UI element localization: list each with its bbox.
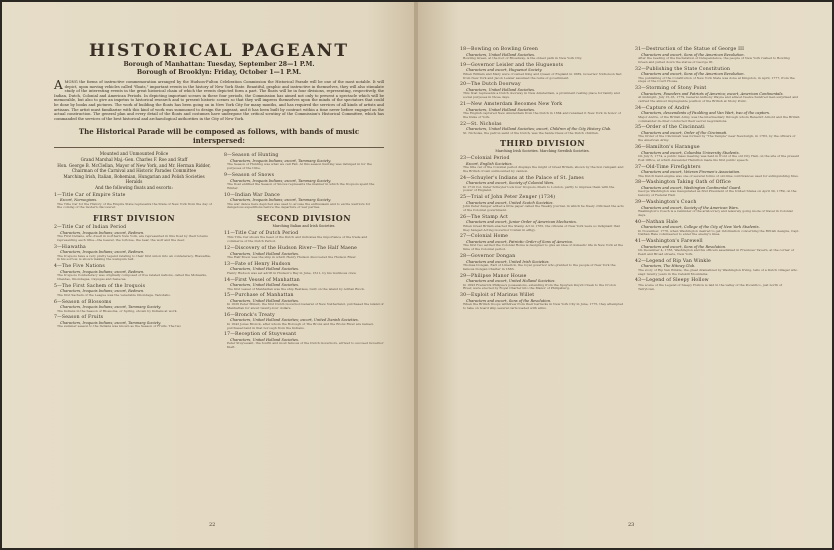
float-characters: Characters and escort, Society of Colonial Wars. [466,181,555,186]
float-title: 17—Reception of Stuyvesant [224,332,297,338]
float-description: In November, 1776, when Washington desired to get information concerning the British designs, Capt. Nathan Hale volunteered to enter the enemy's lines. [638,228,800,237]
division-heading: FIRST DIVISION [92,213,175,224]
float-characters: Characters, United Holland Societies; escort, Children of the City History Club. [466,127,612,132]
float-entry [460,122,625,136]
float-description: On July 6, 1774, a public mass meeting was held in front of the old City Hall, on the site of the present Post Office, at which Alexander Hamilton made his first public speech. [638,153,800,162]
right-page [418,2,832,548]
float-title: 31—Destruction of the Statue of George III [635,47,745,52]
float-title: 30—Exploit of Marinus Willet [460,293,535,299]
float-title: 20—The Dutch Doorway [460,82,521,88]
float-entry [635,125,800,143]
float-characters: Characters and escort, Veteran Firemen's Association. [641,170,741,175]
float-entry [635,239,800,257]
float-title: 16—Bronck's Treaty [224,312,275,318]
float-title: 12—Discovery of the Hudson River—The Half Maene [224,245,358,251]
float-characters: Characters, Iroquois Indians; escort, Tammany Society. [60,305,161,310]
left-page [2,2,416,548]
float-characters: Characters and escort, Huguenot Society. [466,68,543,73]
float-entry [460,102,625,120]
float-description: The Iroquois Confederacy was originally composed of five related nations, called the Mohawks, Oneidas, Onondagas, Cayugas and Senecas. [57,273,207,282]
float-entry [460,47,625,61]
float-characters: Characters and escort, Columbia University Students. [641,150,740,155]
parade-order-line: Grand Marshal Maj.-Gen. Charles F. Roe and Staff [80,156,188,162]
float-description: The title car of the Colonial period displays the might of Great Britain, shown by the lion rampant and the British crown surmounted by cannon. [463,164,624,173]
float-title: 42—Legend of Rip Van Winkle [635,258,711,264]
page-number-right: 23 [628,522,635,528]
float-description: The float entitled the Season of Snows represents the manner in which the Iroquois spent the Winter. [227,181,375,190]
float-entry [635,145,800,163]
float-characters: Characters and escort, Patriotic Order of Sons of America. [466,239,573,244]
float-description: Thomas Dongan, Earl of Limerick, the royal governor who granted to the people of New York the famous Dongan Charter in 1683. [463,262,616,271]
float-entry [460,234,625,252]
division-escort: Marching Irish Societies. Marching Swedish Societies. [495,149,590,154]
float-title: 29—Philipse Manor House [460,273,527,279]
float-title: 9—Season of Snows [224,172,275,178]
float-description: The war dance here depicted was used to arouse the enthusiasm and to excite warriors for dangerous expeditions before the departure of war parties. [227,201,371,210]
float-characters: Characters, Iroquois Indians; escort, Tammany Society. [230,158,331,163]
parade-order-line: Hon. George B. McClellan, Mayor of New York, and Mr. Herman Ridder, Chairman of the Carnival and Historic Parades Committee [57,162,211,174]
float-title: 13—Fate of Henry Hudson [224,261,291,267]
float-description: George Washington was inaugurated as first President of the United States on April 30, 1789, on the balcony of Federal Hall. [638,189,797,198]
float-title: 15—Purchase of Manhattan [224,293,294,299]
left-column-1 [54,151,214,350]
float-characters: Characters and escort, Sons of the Revolution. [466,298,552,303]
float-description: The Season of Hunting was what we call Fall. At this season hunting was indulged in for the purposes of the tribe. [227,162,372,171]
float-description: On December 4, 1783, Washington and his officers assembled in Fraunces' Tavern, at the corner of Pearl and Broad streets, New York. [638,248,794,256]
page-title: HISTORICAL PAGEANT [88,41,349,61]
float-description: At midnight, July 15-16, 1779, General Anthony Wayne and almost twelve hundred men surprised and carried the almost impregnable position of the British at Stony Point. [638,95,799,103]
float-characters: Characters and escort, College of the City of New York Students. [641,225,760,230]
float-description: Washington's Coach is a reminder of the aristocracy and leisurely going mode of travel in Colonial days. [638,208,793,217]
float-title: 1—Title Car of Empire State [54,192,126,198]
left-columns [54,151,384,350]
float-entry [224,278,384,292]
float-title: 5—The First Sachem of the Iroquois [54,283,146,289]
division-heading: THIRD DIVISION [499,138,586,149]
float-characters: Characters, Iroquois Indians; escort, Redmen. [60,269,145,274]
float-characters: Characters, United Holland Societies. [230,298,300,303]
float-description: The Dutch hand-engine was one of several forms of old-time contrivances used for extinguishing fires. [638,173,799,178]
float-title: 14—First Vessel of Manhattan [224,277,300,283]
float-entry [54,264,214,282]
float-description: The first Sachem of the League was the venerable Onondaga, Tadodaho. [57,292,171,297]
float-description: Henry Hudson was set adrift in Hudson's Bay in June, 1611, by his mutinous crew. [227,270,357,275]
float-entry [460,274,625,292]
float-entry [460,195,625,213]
float-title: 28—Governor Dongan [460,253,516,259]
float-description: The story of Rip Van Winkle, the great dramatized by Washington Irving, tells of a Dutch villager who slept twenty years in the Catskill Mountains. [638,267,798,276]
left-page-content [54,42,384,350]
float-description: In 1710 Col. Peter Schuyler took four Iroquois chiefs to London, partly to impress them with the power of England. [463,184,615,193]
float-entry [635,180,800,198]
float-description: Peter Stuyvesant, the fourth and most famous of the Dutch Governors, arrived to succeed Governor Kieft. [227,341,384,350]
float-description: In 1626 Peter Minuit, the first Dutch Governor-General of New Netherland, purchased the island of Manhattan for about twenty-four dollars. [227,302,384,311]
float-description: The scene of the Legend of Sleepy Hollow is laid in the valley of the Pocantico, just north of Tarrytown. [638,282,783,291]
float-title: 27—Colonial Home [460,234,509,240]
float-title: 2—Title Car of Indian Period [54,225,127,231]
parade-order-line: And the following floats and escorts: [95,184,173,190]
float-characters: Characters, United Holland Societies. [230,338,300,343]
division-escort: Marching Italian and Irish Societies. [272,224,336,229]
float-entry [635,259,800,277]
parade-order-line: Marching Irish, Italian, Bohemian, Hungarian and Polish Societies [63,173,205,179]
float-entry [54,300,214,314]
float-entry [54,225,214,243]
float-entry [224,246,384,260]
left-column-2 [224,151,384,350]
float-title: 43—Legend of Sleepy Hollow [635,278,709,284]
float-entry [635,200,800,218]
right-column-1 [460,45,625,311]
float-characters: Characters, United Holland Societies. [466,52,536,57]
float-characters: Characters and escort, Sons of the Revolution. [641,244,727,249]
float-description: The first two settled the Colonial Home is designed to give an idea of domestic life in New York at the time of the Colonial period. [463,243,623,252]
float-description: In 1642 Jonas Bronck, after whom the Borough of The Bronx and the Bronx River are named, purchased land in that borough from the Indians. [227,321,374,330]
float-characters: Characters, United Holland Societies. [230,251,300,256]
float-characters: Characters and escort, Sons of the American Revolution. [641,72,745,77]
float-entry [460,215,625,233]
float-title: 10—Indian War Dance [224,192,280,198]
subtitle-brooklyn: Borough of Brooklyn: Friday, October 1—1 P.M. [136,69,302,76]
float-description: The Indians in the Season of Blossoms, or Spring, shown by Indians at work. [57,308,178,313]
float-title: 34—Capture of André [635,105,690,111]
float-entry [54,245,214,263]
float-entry [54,315,214,329]
float-entry [224,332,384,350]
float-title: 24—Schuyler's Indians at the Palace of St. James [460,175,584,181]
float-title: 23—Colonial Period [460,155,510,161]
float-entry [460,156,625,174]
float-characters: Characters, United Holland Societies. [230,267,300,272]
float-title: 32—Publishing the State Constitution [635,66,731,72]
float-entry [460,82,625,100]
float-characters: Characters and escort, Washington Continental Guard. [641,185,742,190]
float-entry [224,173,384,191]
parade-order-line: Heralds [125,179,143,185]
intro-paragraph [54,80,384,121]
float-entry [635,165,800,179]
float-title: 4—The Five Nations [54,264,105,270]
float-characters: Characters, United Holland Societies; escort, United Danish Societies. [230,318,359,323]
float-description: The publishing of the Constitution of New York State was done at Kingston, in April, 1777, from the steps of the Court House. [638,75,795,84]
float-description: When William and Mary were crowned King and Queen of England in 1689, Governor Nicholson fled from New York and Jacob Leisler assumed the reins of government. [463,71,622,80]
float-title: 7—Season of Fruits [54,315,104,321]
float-entry [54,284,214,298]
subtitle-manhattan: Borough of Manhattan: Tuesday, September 28—1 P.M. [123,61,315,68]
float-title: 38—Washington Taking Oath of Office [635,180,731,186]
parade-order-line: Mounted and Unmounted Police [99,151,169,157]
float-characters: Characters, Founders and Patriots of America; escort, American Continentals. [641,91,784,96]
float-title: 6—Season of Blossoms [54,299,112,305]
float-title: 26—The Stamp Act [460,214,509,220]
float-description: This float represents a Dutch doorway in New Amsterdam, a prominent resting place for family and social purposes in those days. [463,91,620,100]
book-spread [2,2,832,548]
division-heading: SECOND DIVISION [256,213,352,224]
float-description: In 1693 Frederick Philipse's possessions, extending from the Spuyten Duyvil Creek to the Croton River, were erected by Royal Charter into the Manor of Philipsburg. [463,282,616,291]
float-entry [635,67,800,85]
float-description: The First Indians, who dwelt in northern New York, are represented in this float by their totems representing each tribe—the beaver, the tortoise, the bear, the wolf and the deer. [57,234,208,242]
float-description: St. Nicholas, the patron saint of the Dutch, was the Santa Claus of the Dutch children. [463,130,599,135]
float-characters: Characters, United Holland Societies. [230,283,300,288]
float-characters: Escort, Norwegians. [60,198,98,203]
page-number-left: 22 [209,522,216,528]
float-description: This Title Car shows the head of the Dutch and indicates the importance of the trade and commerce of the Dutch Period. [227,235,368,244]
float-description: The English captured New Amsterdam from the Dutch in 1664 and renamed it New York in honor of the Duke of York. [463,110,621,119]
float-description: The Half Moon was the ship in which Henry Hudson discovered the Hudson River. [227,254,357,259]
float-entry [460,293,625,311]
float-characters: Characters, Iroquois Indians; escort, Redmen. [60,289,145,294]
float-characters: Characters, United Holland Societies. [466,87,536,92]
float-entry [224,153,384,171]
float-title: 22—St. Nicholas [460,121,502,127]
float-description: The first vessel of Manhattan was the ship Restless, built on the island by Adrian Block. [227,286,365,291]
parade-heading: The Historical Parade will be composed as follows, with bands of music interspersed: [78,127,360,146]
float-description: The Iroquois have a very pretty legend relating to their first union into an confederacy. Hiawatha, in his sorrow, is shown making the wampum belt. [57,253,211,262]
float-title: 11—Title Car of Dutch Period [224,230,299,236]
float-entry [635,220,800,238]
float-characters: Characters, Iroquois Indians; escort, Redmen. [60,230,145,235]
float-title: 40—Nathan Hale [635,219,678,225]
float-description: After the reading of the Declaration of Independence, the people of New York rushed to Bowling Green and pulled down the statue of George III. [638,56,790,64]
float-title: 21—New Amsterdam Becomes New York [460,101,563,107]
float-entry [460,176,625,194]
float-characters: Characters and escort, United Scotch Societies. [466,200,554,205]
float-characters: Escort, English Societies. [466,161,513,166]
float-title: 19—Governor Leisler and the Huguenots [460,62,564,68]
right-page-content [460,42,800,311]
float-characters: Characters, descendants of Paulding and Van Wart, two of the captors. [641,111,771,116]
float-characters: Characters, Iroquois Indians; escort, Redmen. [60,250,145,255]
float-entry [460,254,625,272]
float-characters: Characters and escort, United Irish Societies. [466,259,550,264]
float-characters: Characters, United Holland Societies. [466,107,536,112]
float-title: 18—Bowling on Bowling Green [460,47,539,52]
float-characters: Characters, The Hitowy Club. [641,264,696,269]
float-entry [635,106,800,124]
float-title: 36—Hamilton's Harangue [635,144,700,150]
float-characters: Characters, Iroquois Indians; escort, Tammany Society. [230,198,331,203]
float-entry [224,231,384,244]
float-entry [635,86,800,104]
right-column-2 [635,45,800,311]
float-title: 25—Trial of John Peter Zenger (1734) [460,195,556,201]
float-description: The Title Car for the History of the Empire State represents the State of New York from the day of the coming of the modern discoverer. [57,201,212,210]
right-columns [460,45,800,311]
float-title: 41—Washington's Farewell [635,239,703,245]
float-characters: Characters, Iroquois Indians; escort, Tammany Society. [60,321,161,326]
float-description: John Peter Zenger edited a little paper called the Weekly Journal, in which he freely criticised the acts of the Colonial government. [463,204,624,212]
float-description: The summer season to the Indians was known as the Season of Fruits. The two [57,324,182,329]
float-title: 37—Old-Time Firefighters [635,164,701,170]
float-characters: Characters and escort, Order of the Cincinnati. [641,130,728,135]
float-title: 35—Order of the Cincinnati [635,125,705,131]
drop-cap: A [54,78,63,92]
float-description: Major André, of the British Army, was the intermediary through whom Benedict Arnold and the British commander-in-chief conducted their secret negotiations. [638,114,800,123]
float-entry [460,63,625,81]
float-description: When Great Britain enacted the Stamp Act in 1765, the citizens of New York were so indignant that they hanged Acting Governor Colden in effigy. [463,223,620,232]
float-entry [224,313,384,331]
divider [54,147,384,148]
float-title: 33—Storming of Stony Point [635,86,707,92]
float-description: The Order of the Cincinnati was formed by "The Temple" near Newburgh, in 1783, by the officers of the American Army. [638,134,796,143]
float-entry [54,193,214,211]
float-characters: Characters and escort, United Holland Societies. [466,279,556,284]
float-characters: Characters and escort, Society of the American Wars. [641,205,739,210]
float-entry [635,278,800,291]
float-title: 3—Hiawatha [54,244,86,250]
float-entry [224,193,384,211]
float-characters: Characters, Iroquois Indians; escort, Tammany Society. [230,178,331,183]
intro-text: MONG the forms of instructive commemoration arranged by the Hudson-Fulton Celebration Commission the Historical Parade will be one of the most notable. It will depict, upon moving vehicles called "floats," important events in the history of New York State. Beautiful, graphic and instructive in themselves, they will also stimulate study of the interesting events in the great historical chain of which the events depicted form a part. The floats will be in four divisions, representing, respectively, the Indian, Dutch, Colonial and American Periods. In depicting important scenes in these four periods, the Commission has aimed not only to present a spectacle which will be memorable, but also to give an impetus to historical research and to present historic scenes so that they will impress themselves upon the minds of the spectators that could be done by books and pictures. The work of building the floats has been going on in New York City for many months, and has required the services of all kinds of artists and artisans. The artist must familiarize with this kind of work was summoned to design the pageant, and it has been built by contract within a time never before engaged on the actual construction. The general plan and every detail of the floats and costumes have undergone the critical scrutiny of the Commission's Historical Committee, which has commanded the services of the best historical and archaeological authorities in the City of New York. [54,80,384,121]
float-characters: Characters and escort, Junior Order of American Mechanics. [466,220,578,225]
float-entry [224,262,384,276]
float-title: 8—Season of Hunting [224,153,279,159]
float-entry [224,293,384,311]
float-title: 39—Washington's Coach [635,199,697,205]
float-entry [635,47,800,65]
float-description: When the British troops withdrew from their barracks in New York City in June, 1775, they attempted to take on board ship several carts loaded with arms. [463,302,624,310]
float-characters: Characters and escort, Sons of the American Revolution. [641,52,745,57]
float-description: Bowling Green, at the foot of Broadway, is the oldest park in New York City. [463,56,583,60]
